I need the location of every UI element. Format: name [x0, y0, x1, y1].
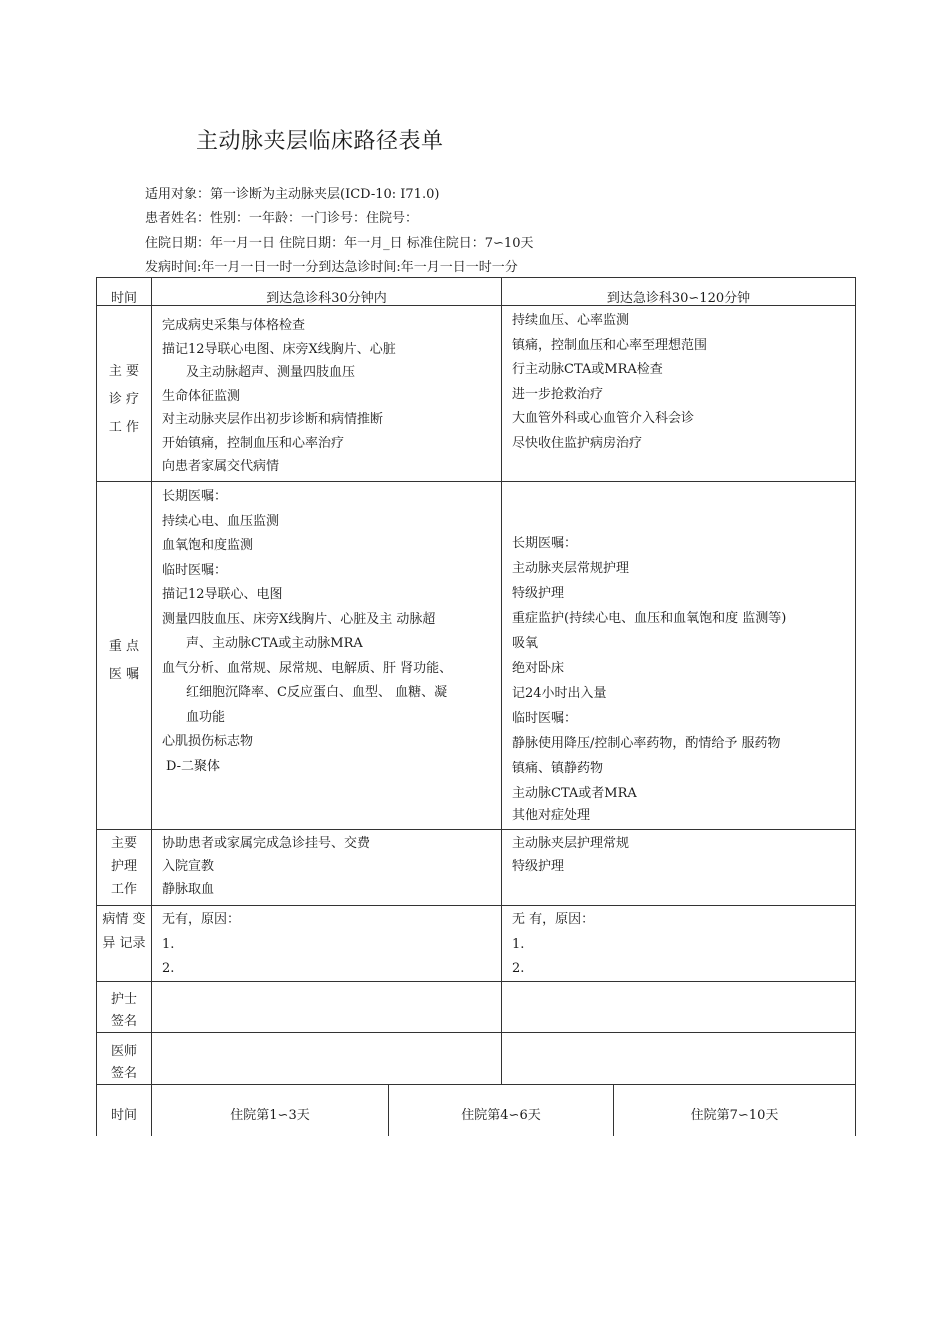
cell-line: 大血管外科或心血管介入科会诊	[512, 411, 695, 426]
patient-info-line: 患者姓名：性别：一年龄：一门诊号：住院号：	[145, 211, 419, 226]
table-border	[96, 829, 856, 830]
variance-30-120min-cell	[512, 908, 594, 982]
table2-header-day7-10: 住院第7∽10天	[690, 1108, 779, 1123]
table2-header-day4-6: 住院第4∽6天	[461, 1108, 541, 1123]
nursing-30min-cell	[162, 832, 370, 901]
cell-line: 镇痛、镇静药物	[512, 761, 604, 776]
cell-line: 测量四肢血压、床旁X线胸片、心脏及主 动脉超	[162, 611, 436, 627]
label-line: 重 点	[108, 639, 140, 654]
cell-line: 向患者家属交代病情	[162, 459, 280, 474]
cell-line: 静脉使用降压/控制心率药物，酌情给予 服药物	[512, 736, 781, 751]
row-label-main-work	[97, 358, 151, 442]
header-30min: 到达急诊科30分钟内	[266, 291, 387, 306]
cell-line: D-二聚体	[166, 758, 221, 774]
table-border	[151, 277, 152, 1085]
table-border	[855, 277, 856, 1085]
cell-line: 临时医嘱：	[162, 562, 228, 578]
cell-line: 2.	[162, 961, 175, 976]
cell-line: 持续血压、心率监测	[512, 313, 630, 328]
cell-line: 无有，原因：	[162, 912, 241, 927]
label-line: 病情 变	[102, 912, 146, 927]
table-border	[96, 905, 856, 906]
cell-line: 心肌损伤标志物	[162, 734, 254, 749]
applicable-object: 适用对象：第一诊断为主动脉夹层(ICD-10: I71.0)	[145, 187, 440, 202]
main-work-30min-cell	[162, 314, 396, 479]
label-line: 护士	[110, 992, 137, 1007]
cell-line: 血功能	[186, 709, 226, 725]
label-line: 工作	[110, 882, 137, 897]
table-border	[501, 277, 502, 1085]
cell-line: 描记12导联心电图、床旁X线胸片、心脏	[162, 341, 396, 357]
table2-header-day1-3: 住院第1∽3天	[230, 1108, 310, 1123]
label-line: 工 作	[108, 420, 140, 435]
label-line: 签名	[110, 1066, 137, 1081]
cell-line: 其他对症处理	[512, 808, 591, 823]
cell-line: 入院宣教	[162, 859, 215, 874]
orders-30min-cell	[162, 485, 452, 779]
table2-header-time: 时间	[110, 1108, 137, 1123]
cell-line: 重症监护(持续心电、血压和血氧饱和度 监测等)	[512, 611, 787, 626]
cell-line: 无 有，原因：	[512, 912, 595, 927]
variance-30min-cell	[162, 908, 240, 982]
header-time: 时间	[110, 291, 137, 306]
row-label-key-orders	[97, 633, 151, 689]
cell-line: 长期医嘱：	[512, 536, 578, 551]
admission-date-line: 住院日期：年一月一日 住院日期：年一月_日 标准住院日：7∽10天	[145, 236, 534, 251]
cell-line: 血氧饱和度监测	[162, 538, 254, 553]
cell-line: 生命体征监测	[162, 388, 241, 404]
label-line: 签名	[110, 1014, 137, 1029]
cell-line: 特级护理	[512, 586, 565, 601]
cell-line: 记24小时出入量	[512, 686, 607, 701]
cell-line: 及主动脉超声、测量四肢血压	[186, 365, 356, 380]
label-line: 医 嘱	[108, 667, 140, 682]
cell-line: 描记12导联心、电图	[162, 587, 283, 602]
cell-line: 主动脉夹层护理常规	[512, 836, 630, 851]
table-border	[96, 1084, 856, 1085]
table-border	[96, 277, 856, 278]
row-label-doctor-signature	[97, 1041, 151, 1085]
cell-line: 血气分析、血常规、尿常规、电解质、肝 肾功能、	[162, 660, 453, 676]
row-label-nursing	[97, 832, 151, 901]
cell-line: 镇痛，控制血压和心率至理想范围	[512, 337, 708, 353]
cell-line: 绝对卧床	[512, 661, 565, 676]
cell-line: 进一步抢救治疗	[512, 386, 604, 402]
orders-30-120min-cell	[512, 531, 786, 826]
nursing-30-120min-cell	[512, 832, 629, 878]
cell-line: 吸氧	[512, 636, 539, 651]
cell-line: 开始镇痛，控制血压和心率治疗	[162, 435, 345, 451]
cell-line: 主动脉夹层常规护理	[512, 561, 630, 576]
label-line: 护理	[110, 859, 137, 874]
cell-line: 长期医嘱：	[162, 489, 228, 504]
page-title: 主动脉夹层临床路径表单	[196, 129, 444, 154]
cell-line: 特级护理	[512, 859, 565, 874]
cell-line: 完成病史采集与体格检查	[162, 318, 306, 333]
cell-line: 主动脉CTA或者MRA	[512, 786, 637, 801]
cell-line: 对主动脉夹层作出初步诊断和病情推断	[162, 412, 384, 427]
row-label-nurse-signature	[97, 989, 151, 1033]
cell-line: 声、主动脉CTA或主动脉MRA	[186, 636, 363, 651]
label-line: 医师	[110, 1044, 137, 1059]
cell-line: 尽快收住监护病房治疗	[512, 435, 643, 451]
onset-time-line: 发病时间:年一月一日一时一分到达急诊时间:年一月一日一时一分	[145, 260, 518, 275]
cell-line: 静脉取血	[162, 882, 215, 897]
cell-line: 2.	[512, 961, 525, 976]
cell-line: 红细胞沉降率、C反应蛋白、血型、 血糖、凝	[186, 685, 448, 700]
label-line: 诊 疗	[108, 392, 140, 407]
table-border	[855, 1084, 856, 1136]
table-border	[96, 481, 856, 482]
main-work-30-120min-cell	[512, 309, 707, 456]
table-border	[96, 1032, 856, 1033]
cell-line: 临时医嘱：	[512, 711, 578, 726]
label-line: 异 记录	[102, 936, 146, 951]
cell-line: 1.	[512, 936, 525, 952]
cell-line: 持续心电、血压监测	[162, 513, 280, 529]
label-line: 主要	[110, 836, 137, 851]
cell-line: 1.	[162, 936, 175, 952]
header-30-120min: 到达急诊科30∽120分钟	[606, 291, 751, 306]
cell-line: 协助患者或家属完成急诊挂号、交费	[162, 836, 371, 851]
label-line: 主 要	[108, 364, 140, 379]
row-label-variance	[97, 908, 151, 956]
cell-line: 行主动脉CTA或MRA检查	[512, 362, 663, 377]
